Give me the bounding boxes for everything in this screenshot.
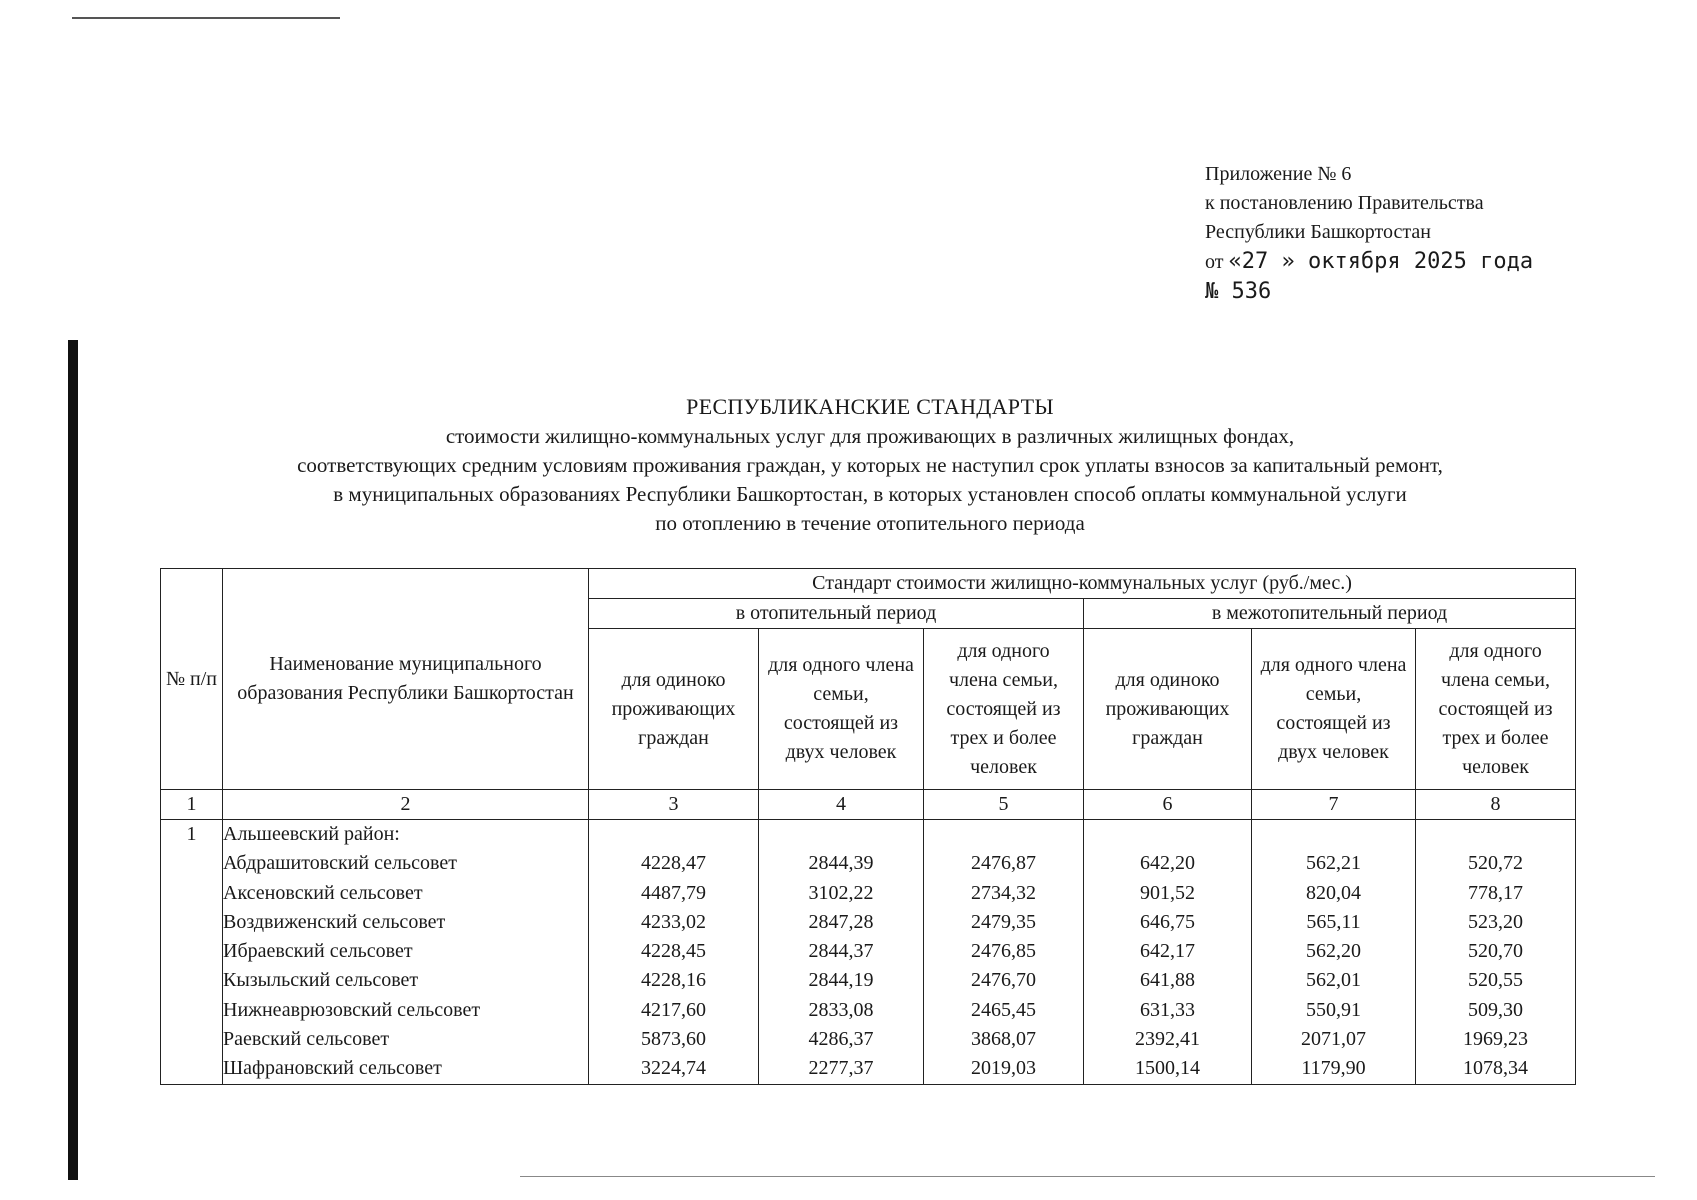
column-number: 8 — [1416, 790, 1576, 820]
header-single-interheating: для одиноко проживающих граждан — [1084, 629, 1252, 790]
municipality-name: Раевский сельсовет — [223, 1025, 589, 1054]
value-cell: 2847,28 — [759, 908, 924, 937]
appendix-line: к постановлению Правительства — [1205, 192, 1484, 214]
value-cell: 2476,87 — [924, 849, 1084, 878]
appendix-line: Республики Башкортостан — [1205, 221, 1431, 243]
title-line: в муниципальных образованиях Республики Башкортостан, в которых установлен способ оплаты коммунальной услуги — [333, 482, 1407, 506]
value-cell: 1078,34 — [1416, 1054, 1576, 1084]
header-number: № п/п — [161, 569, 223, 790]
standards-table — [160, 568, 1576, 1085]
table-row — [161, 1054, 1576, 1084]
title-main: РЕСПУБЛИКАНСКИЕ СТАНДАРТЫ — [686, 394, 1054, 419]
value-cell: 4228,45 — [589, 937, 759, 966]
value-cell: 1500,14 — [1084, 1054, 1252, 1084]
value-cell: 562,01 — [1252, 966, 1416, 995]
value-cell: 2844,39 — [759, 849, 924, 878]
title-line: стоимости жилищно-коммунальных услуг для проживающих в различных жилищных фондах, — [445, 424, 1295, 448]
value-cell: 4233,02 — [589, 908, 759, 937]
value-cell: 2392,41 — [1084, 1025, 1252, 1054]
header-single-heating: для одиноко проживающих граждан — [589, 629, 759, 790]
header-two-heating: для одного члена семьи, состоящей из двух человек — [759, 629, 924, 790]
appendix-date: «27 » октября 2025 года — [1228, 249, 1534, 274]
scan-bottom-line — [520, 1176, 1655, 1177]
value-cell: 520,72 — [1416, 849, 1576, 878]
municipality-name: Кызыльский сельсовет — [223, 966, 589, 995]
scan-binding-edge — [68, 340, 78, 1180]
header-heating-period: в отопительный период — [589, 599, 1084, 629]
table-row — [161, 996, 1576, 1025]
column-number: 7 — [1252, 790, 1416, 820]
document-title — [150, 392, 1590, 538]
value-cell: 642,20 — [1084, 849, 1252, 878]
municipality-name: Шафрановский сельсовет — [223, 1054, 589, 1084]
appendix-line: Приложение № 6 — [1205, 163, 1352, 185]
value-cell: 4286,37 — [759, 1025, 924, 1054]
header-municipality: Наименование муниципального образования Республики Башкортостан — [223, 569, 589, 790]
value-cell: 2476,85 — [924, 937, 1084, 966]
value-cell: 562,21 — [1252, 849, 1416, 878]
title-line: по отоплению в течение отопительного периода — [655, 511, 1085, 535]
value-cell: 2277,37 — [759, 1054, 924, 1084]
value-cell: 565,11 — [1252, 908, 1416, 937]
value-cell: 3224,74 — [589, 1054, 759, 1084]
value-cell: 562,20 — [1252, 937, 1416, 966]
municipality-name: Аксеновский сельсовет — [223, 879, 589, 908]
value-cell: 4217,60 — [589, 996, 759, 1025]
table-row — [161, 849, 1576, 878]
value-cell: 1179,90 — [1252, 1054, 1416, 1084]
section-name: Альшеевский район: — [223, 820, 589, 850]
municipality-name: Ибраевский сельсовет — [223, 937, 589, 966]
column-number: 4 — [759, 790, 924, 820]
value-cell: 5873,60 — [589, 1025, 759, 1054]
value-cell: 520,70 — [1416, 937, 1576, 966]
value-cell: 820,04 — [1252, 879, 1416, 908]
column-number: 6 — [1084, 790, 1252, 820]
section-row — [161, 820, 1576, 850]
value-cell: 901,52 — [1084, 879, 1252, 908]
value-cell: 646,75 — [1084, 908, 1252, 937]
value-cell: 550,91 — [1252, 996, 1416, 1025]
value-cell: 509,30 — [1416, 996, 1576, 1025]
column-number: 5 — [924, 790, 1084, 820]
municipality-name: Нижнеаврюзовский сельсовет — [223, 996, 589, 1025]
column-number: 2 — [223, 790, 589, 820]
table-row — [161, 908, 1576, 937]
header-interheating-period: в межотопительный период — [1084, 599, 1576, 629]
scan-edge-line — [72, 17, 340, 19]
table-row — [161, 879, 1576, 908]
title-line: соответствующих средним условиям проживания граждан, у которых не наступил срок уплаты взносов за капитальный ремонт, — [297, 453, 1443, 477]
value-cell: 523,20 — [1416, 908, 1576, 937]
value-cell: 2019,03 — [924, 1054, 1084, 1084]
header-standard: Стандарт стоимости жилищно-коммунальных услуг (руб./мес.) — [589, 569, 1576, 599]
value-cell: 2465,45 — [924, 996, 1084, 1025]
value-cell: 1969,23 — [1416, 1025, 1576, 1054]
header-three-heating: для одного члена семьи, состоящей из трех и более человек — [924, 629, 1084, 790]
table-row — [161, 966, 1576, 995]
table-row — [161, 937, 1576, 966]
appendix-block — [1205, 160, 1635, 306]
value-cell: 520,55 — [1416, 966, 1576, 995]
municipality-name: Воздвиженский сельсовет — [223, 908, 589, 937]
value-cell: 778,17 — [1416, 879, 1576, 908]
value-cell: 631,33 — [1084, 996, 1252, 1025]
value-cell: 4228,47 — [589, 849, 759, 878]
value-cell: 2833,08 — [759, 996, 924, 1025]
section-index: 1 — [161, 820, 223, 850]
appendix-number: № 536 — [1205, 279, 1272, 304]
value-cell: 3868,07 — [924, 1025, 1084, 1054]
value-cell: 641,88 — [1084, 966, 1252, 995]
appendix-date-prefix: от — [1205, 251, 1224, 273]
value-cell: 642,17 — [1084, 937, 1252, 966]
municipality-name: Абдрашитовский сельсовет — [223, 849, 589, 878]
table-row — [161, 1025, 1576, 1054]
appendix-date-line — [1205, 247, 1635, 277]
value-cell: 2071,07 — [1252, 1025, 1416, 1054]
column-number: 1 — [161, 790, 223, 820]
header-three-interheating: для одного члена семьи, состоящей из трех и более человек — [1416, 629, 1576, 790]
column-number: 3 — [589, 790, 759, 820]
header-two-interheating: для одного члена семьи, состоящей из двух человек — [1252, 629, 1416, 790]
value-cell: 4228,16 — [589, 966, 759, 995]
value-cell: 2476,70 — [924, 966, 1084, 995]
value-cell: 2844,37 — [759, 937, 924, 966]
value-cell: 2734,32 — [924, 879, 1084, 908]
value-cell: 2844,19 — [759, 966, 924, 995]
value-cell: 3102,22 — [759, 879, 924, 908]
value-cell: 4487,79 — [589, 879, 759, 908]
value-cell: 2479,35 — [924, 908, 1084, 937]
